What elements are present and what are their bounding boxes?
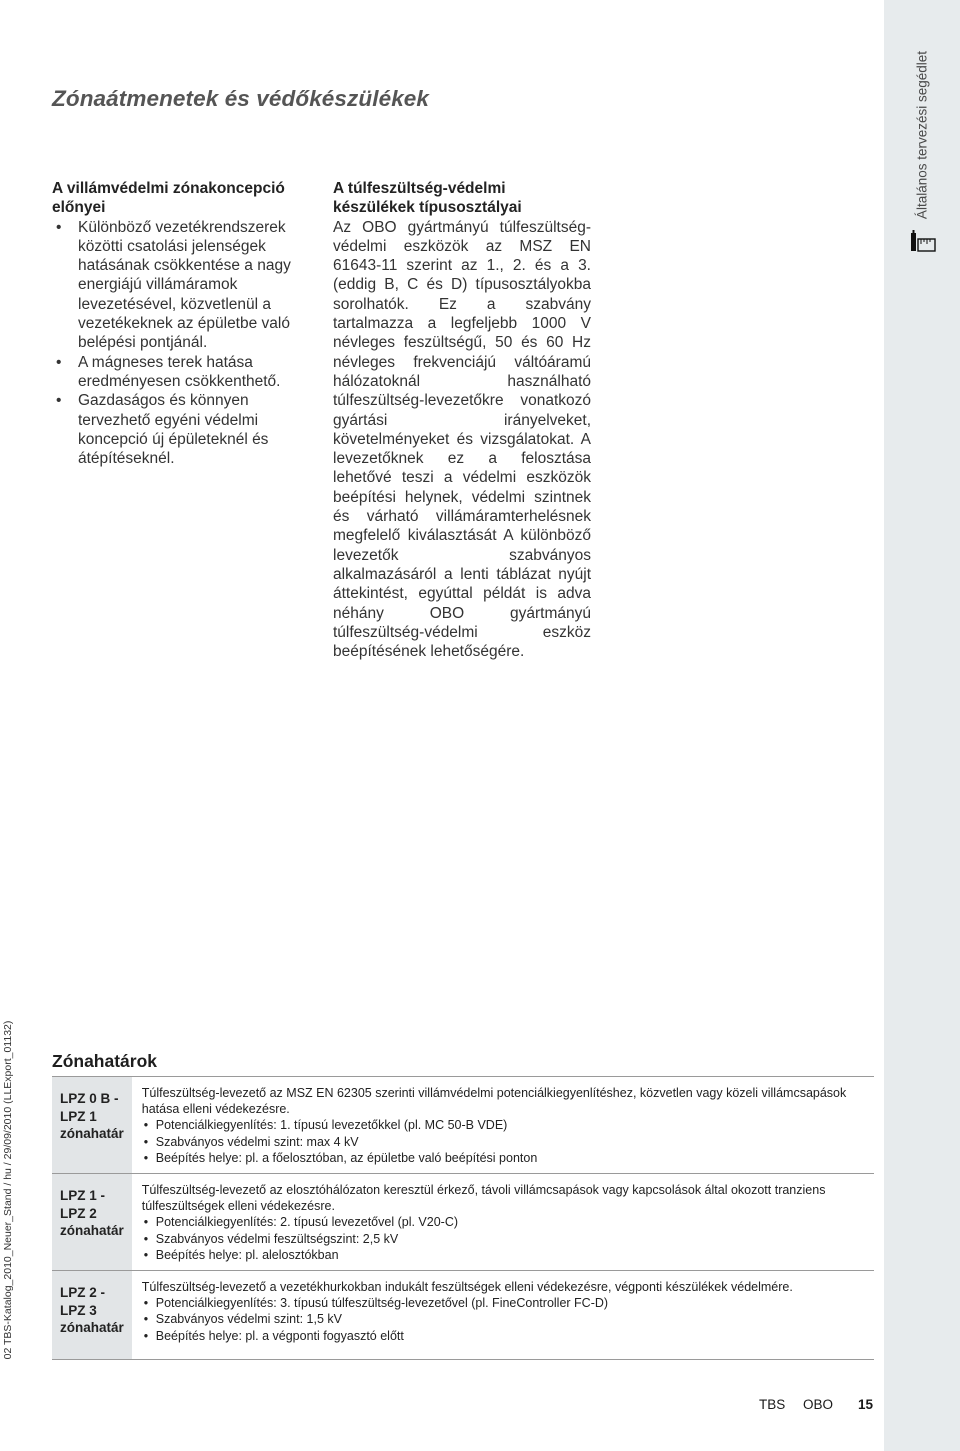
footer-brand-obo: OBO bbox=[803, 1397, 834, 1412]
list-item: • Beépítés helye: pl. alelosztókban bbox=[142, 1247, 862, 1263]
type-classes-body: Az OBO gyártmányú túlfeszültség-védelmi eszközök az MSZ EN 61643-11 szerint az 1., 2. és a 3. (eddig B, C és D) típusosztályokba sorolhatók. Ez a szabvány tartalmazza a legfeljebb 1000 V névleges feszültségű, 50 és 60 Hz névleges frekvenciájú váltóáramú hálózatoknál használható túlfeszültség-levezetőkre vonatkozó gyártási irányelveket, követelményeket és vizsgálatokat. A levezetőknek ez a felosztása lehetővé teszi a védelmi eszközök beépítési helynek, védelmi szintnek és várható villámáramterhelésnek megfelelő kiválasztását A különböző levezetők szabványos alkalmazásáról a lenti táblázat nyújt áttekintést, egyúttal példát is adva néhány OBO gyártmányú túlfeszültség-védelmi eszköz beépítésének lehetőségére. bbox=[333, 218, 591, 661]
list-item: • Potenciálkiegyenlítés: 3. típusú túlfeszültség-levezetővel (pl. FineController FC-D) bbox=[142, 1295, 862, 1311]
zone-description bbox=[132, 1077, 874, 1174]
document-id-footer: 02 TBS-Katalog_2010_Neuer_Stand / hu / 29/09/2010 (LLExport_01132) bbox=[2, 1020, 14, 1360]
advantages-heading: A villámvédelmi zónakoncepció előnyei bbox=[52, 180, 285, 217]
page-title: Zónaátmenetek és védőkészülékek bbox=[52, 86, 430, 111]
list-item: • Beépítés helye: pl. a főelosztóban, az épületbe való beépítési ponton bbox=[142, 1150, 862, 1166]
zone-text: Túlfeszültség-levezető az elosztóhálózaton keresztül érkező, távoli villámcsapások vagy kapcsolások által okozott tranziens túlfeszültségek elleni védekezésre. bbox=[141, 1183, 826, 1214]
type-classes-column bbox=[333, 179, 591, 661]
footer-brand-tbs: TBS bbox=[759, 1397, 786, 1412]
table-row bbox=[52, 1077, 874, 1174]
list-item: • Potenciálkiegyenlítés: 1. típusú levezetőkkel (pl. MC 50-B VDE) bbox=[142, 1117, 862, 1133]
list-item: • Potenciálkiegyenlítés: 2. típusú levezetővel (pl. V20-C) bbox=[142, 1214, 862, 1230]
zone-label: LPZ 1 - LPZ 2 zónahatár bbox=[52, 1174, 132, 1271]
zone-bullets bbox=[142, 1214, 862, 1263]
zone-text: Túlfeszültség-levezető az MSZ EN 62305 szerinti villámvédelmi potenciálkiegyenlítéshez, közvetlen vagy közeli villámcsapások hatása elleni védekezésre. bbox=[141, 1086, 847, 1117]
zone-label: LPZ 0 B - LPZ 1 zónahatár bbox=[52, 1077, 132, 1174]
page-number: 15 bbox=[858, 1397, 874, 1412]
side-tab-label: Általános tervezési segédlet bbox=[914, 50, 930, 220]
zone-bullets bbox=[142, 1295, 862, 1344]
list-item: • Szabványos védelmi feszültségszint: 2,5 kV bbox=[142, 1231, 862, 1247]
zone-bullets bbox=[142, 1117, 862, 1166]
zones-title: Zónahatárok bbox=[52, 1051, 158, 1071]
advantages-list bbox=[52, 218, 300, 469]
measure-tools-icon bbox=[910, 230, 936, 252]
table-row bbox=[52, 1174, 874, 1271]
list-item: • Szabványos védelmi szint: 1,5 kV bbox=[142, 1311, 862, 1327]
zone-text: Túlfeszültség-levezető a vezetékhurkokban indukált feszültségek elleni védekezésre, végponti készülékek védelmére. bbox=[141, 1280, 793, 1295]
zone-label: LPZ 2 - LPZ 3 zónahatár bbox=[52, 1271, 132, 1360]
list-item: • Beépítés helye: pl. a végponti fogyasztó előtt bbox=[142, 1328, 862, 1344]
type-classes-heading: A túlfeszültség-védelmi készülékek típusosztályai bbox=[333, 180, 522, 217]
list-item: • Gazdaságos és könnyen tervezhető egyéni védelmi koncepció új épületeknél és átépítéseknél. bbox=[52, 391, 300, 468]
zone-description bbox=[132, 1174, 874, 1271]
advantages-column bbox=[52, 179, 300, 468]
table-row bbox=[52, 1271, 874, 1360]
zone-description bbox=[132, 1271, 874, 1360]
list-item: • Különböző vezetékrendszerek közötti csatolási jelenségek hatásának csökkentése a nagy energiájú villámáramok levezetésével, közvetlenül a vezetékeknek az épületbe való belépési pontjánál. bbox=[52, 218, 300, 353]
zones-table bbox=[52, 1076, 874, 1360]
list-item: • Szabványos védelmi szint: max 4 kV bbox=[142, 1134, 862, 1150]
list-item: • A mágneses terek hatása eredményesen csökkenthető. bbox=[52, 353, 300, 392]
